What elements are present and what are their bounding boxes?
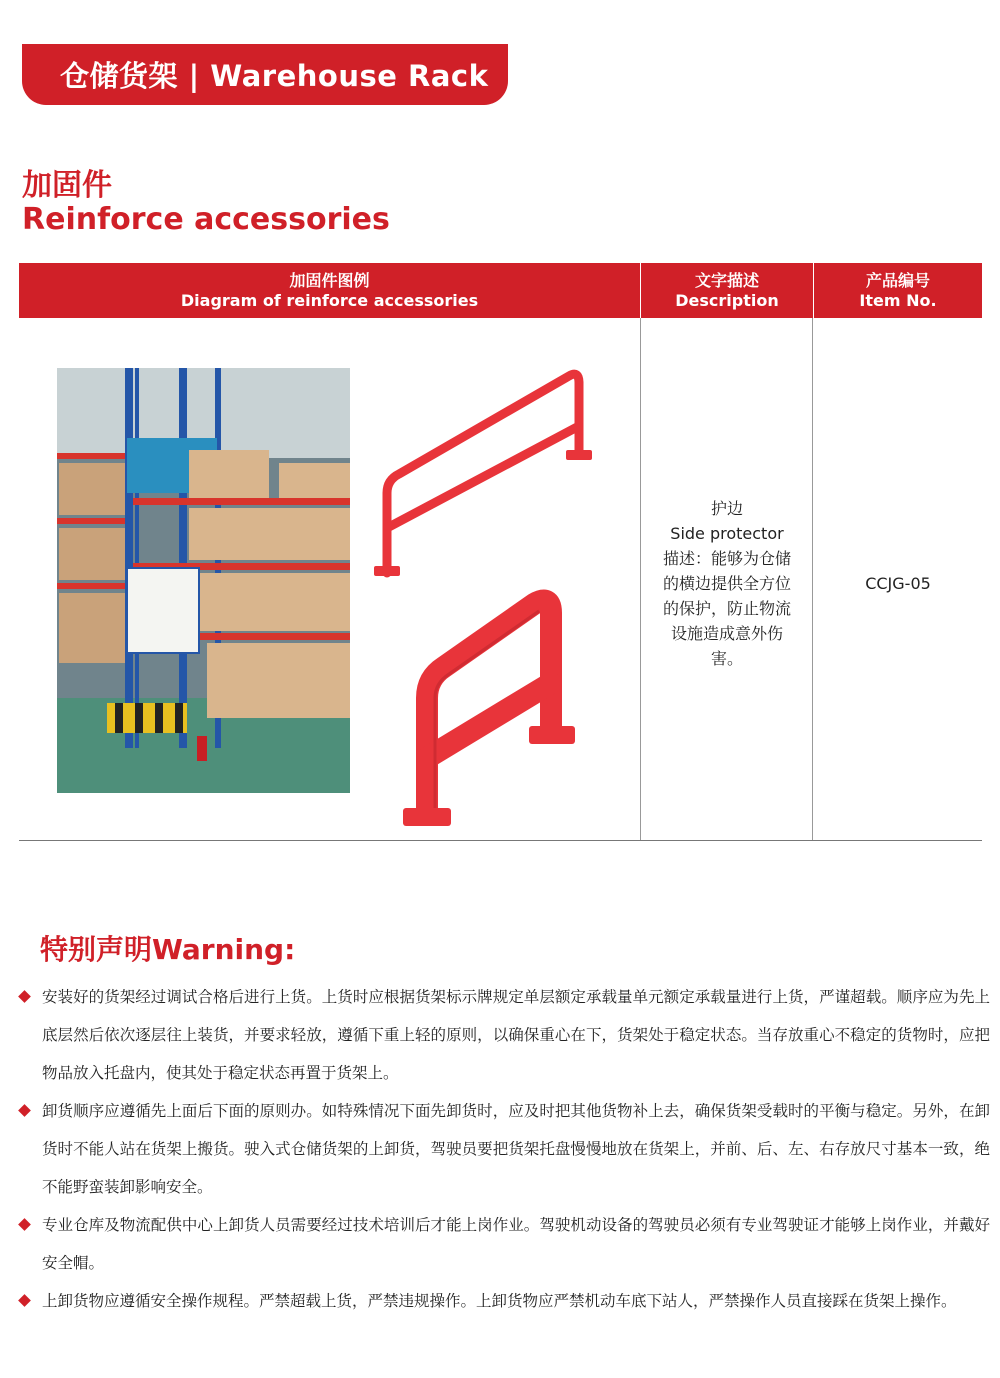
warning-item (20, 1282, 990, 1320)
description-cell (641, 496, 813, 671)
banner-title: 仓储货架 | Warehouse Rack (60, 59, 489, 93)
table-header (19, 263, 982, 318)
section-title-en: Reinforce accessories (22, 202, 390, 237)
header-description (641, 263, 814, 318)
diamond-bullet-icon (18, 990, 31, 1003)
header-banner (22, 44, 508, 105)
header-item-no-cn: 产品编号 (865, 270, 930, 290)
header-diagram (19, 263, 641, 318)
desc-name-cn: 护边 (710, 499, 743, 518)
diamond-bullet-icon (18, 1104, 31, 1117)
warehouse-photo (57, 368, 350, 793)
warning-text: 卸货顺序应遵循先上面后下面的原则办。如特殊情况下面先卸货时，应及时把其他货物补上去，确保货架受载时的平衡与稳定。另外，在卸货时不能人站在货架上搬货。驶入式仓储货架的上卸货，驾驶员要把货架托盘慢慢地放在货架上，并前、后、左、右存放尺寸基本一致，绝不能野蛮装卸影响安全。 (42, 1102, 990, 1196)
desc-text: 描述：能够为仓储的横边提供全方位的保护，防止物流设施造成意外伤害。 (662, 549, 791, 668)
header-description-en: Description (675, 290, 779, 310)
header-item-no-en: Item No. (859, 290, 937, 310)
header-description-cn: 文字描述 (694, 270, 759, 290)
section-title-cn: 加固件 (22, 168, 112, 203)
warning-item (20, 978, 990, 1092)
side-protector-illustration (359, 358, 639, 838)
diamond-bullet-icon (18, 1218, 31, 1231)
diamond-bullet-icon (18, 1294, 31, 1307)
header-diagram-en: Diagram of reinforce accessories (180, 290, 479, 310)
warning-item (20, 1206, 990, 1282)
desc-name-en: Side protector (670, 524, 784, 543)
warning-text: 安装好的货架经过调试合格后进行上货。上货时应根据货架标示牌规定单层额定承载量单元额定承载量进行上货，严谨超载。顺序应为先上底层然后依次逐层往上装货，并要求轻放，遵循下重上轻的原则，以确保重心在下，货架处于稳定状态。当存放重心不稳定的货物时，应把物品放入托盘内，使其处于稳定状态再置于货架上。 (42, 988, 990, 1082)
warning-item (20, 1092, 990, 1206)
header-diagram-cn: 加固件图例 (289, 270, 370, 290)
warning-text: 上卸货物应遵循安全操作规程。严禁超载上货，严禁违规操作。上卸货物应严禁机动车底下站人，严禁操作人员直接踩在货架上操作。 (42, 1292, 957, 1310)
warning-text: 专业仓库及物流配供中心上卸货人员需要经过技术培训后才能上岗作业。驾驶机动设备的驾驶员必须有专业驾驶证才能够上岗作业，并戴好安全帽。 (42, 1216, 990, 1272)
header-item-no (814, 263, 982, 318)
table-row (19, 318, 982, 841)
item-number: CCJG-05 (865, 574, 931, 593)
warning-title: 特别声明Warning: (40, 933, 296, 966)
